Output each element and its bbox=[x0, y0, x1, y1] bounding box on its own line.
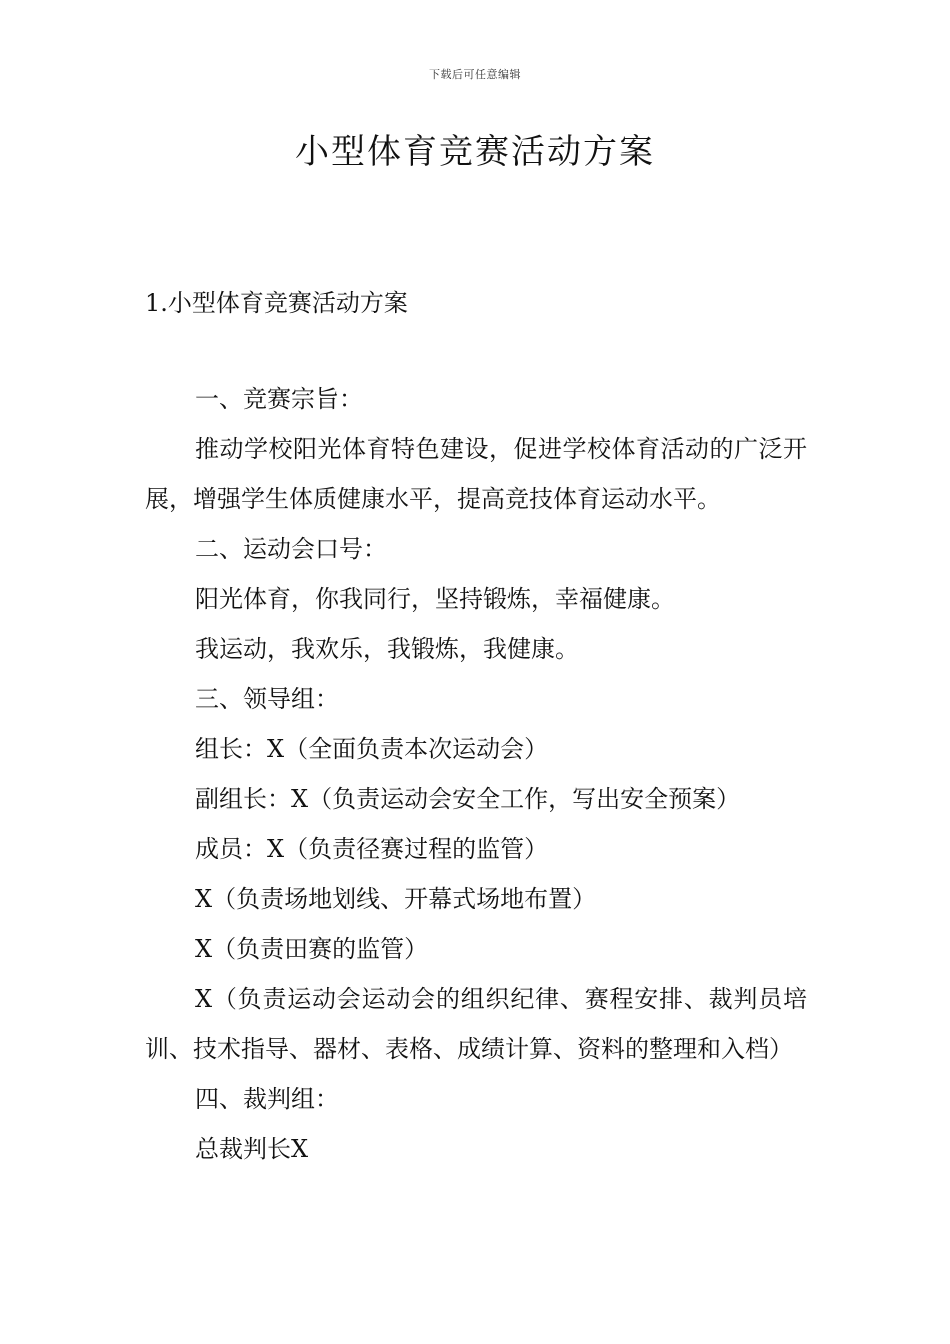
slogan-line-2: 我运动，我欢乐，我锻炼，我健康。 bbox=[195, 635, 579, 663]
paragraph-purpose: 推动学校阳光体育特色建设，促进学校体育活动的广泛开展，增强学生体质健康水平，提高竞技体育运动水平。 bbox=[145, 435, 807, 513]
heading-leadership: 三、领导组： bbox=[195, 685, 339, 713]
member-item: X（负责场地划线、开幕式场地布置） bbox=[195, 885, 597, 913]
member-item: X（负责运动会运动会的组织纪律、赛程安排、裁判员培训、技术指导、器材、表格、成绩计算、资料的整理和入档） bbox=[145, 985, 807, 1063]
heading-referee: 四、裁判组： bbox=[195, 1085, 339, 1113]
document-body bbox=[145, 374, 807, 1174]
member-item: X（负责田赛的监管） bbox=[195, 935, 429, 963]
deputy-leader-item: 副组长：X（负责运动会安全工作，写出安全预案） bbox=[195, 785, 741, 813]
section-heading: 1.小型体育竞赛活动方案 bbox=[145, 289, 408, 317]
heading-purpose: 一、竞赛宗旨： bbox=[195, 385, 363, 413]
chief-referee-item: 总裁判长X bbox=[195, 1135, 309, 1163]
slogan-line-1: 阳光体育，你我同行，坚持锻炼，幸福健康。 bbox=[195, 585, 675, 613]
document-title: 小型体育竞赛活动方案 bbox=[295, 132, 655, 172]
member-item: 成员：X（负责径赛过程的监管） bbox=[195, 835, 549, 863]
heading-slogan: 二、运动会口号： bbox=[195, 535, 387, 563]
leader-item: 组长：X（全面负责本次运动会） bbox=[195, 735, 549, 763]
header-note: 下载后可任意编辑 bbox=[429, 68, 521, 81]
